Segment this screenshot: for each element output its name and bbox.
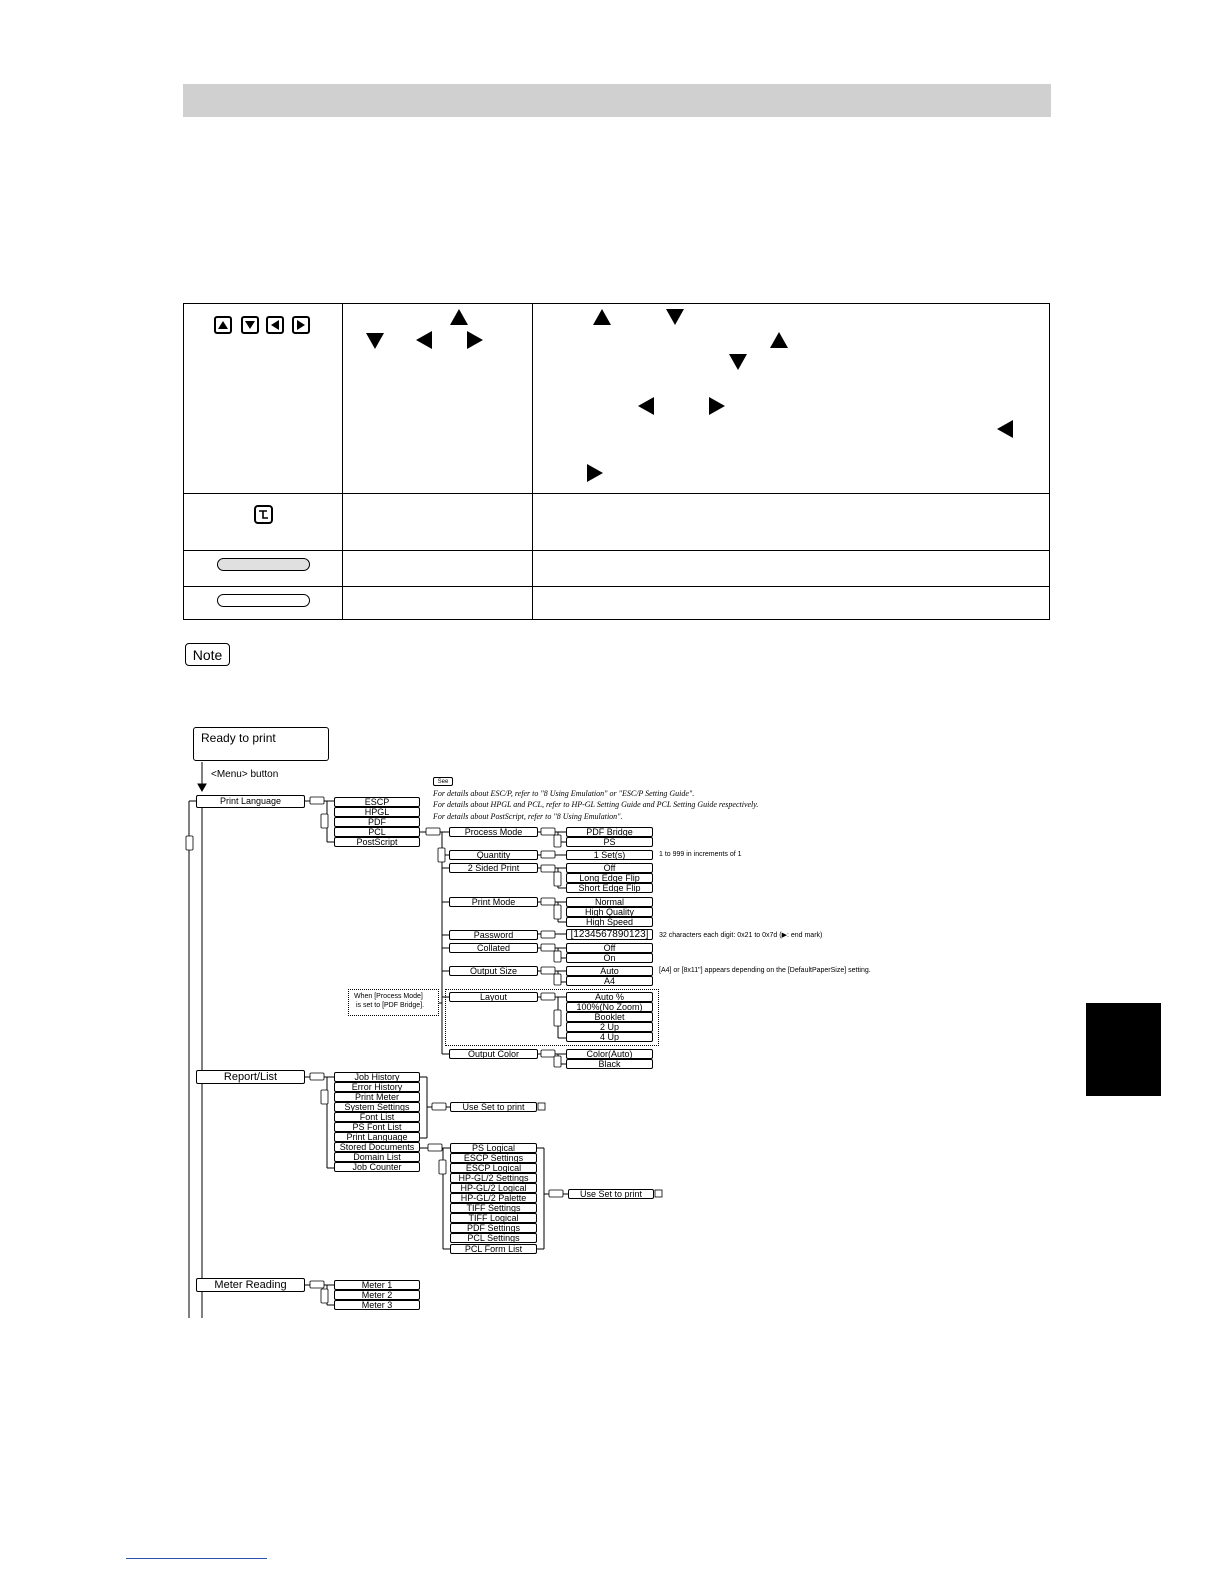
stored-doc-item: HP-GL/2 Logical xyxy=(450,1183,537,1193)
option-item: PS xyxy=(566,837,653,847)
reference-text: For details about HPGL and PCL, refer to HP-GL Setting Guide and PCL Setting Guide respectively. xyxy=(433,800,759,809)
quantity-note: 1 to 999 in increments of 1 xyxy=(659,851,742,858)
stored-doc-item: PS Logical xyxy=(450,1143,537,1153)
stored-doc-item: PCL Settings xyxy=(450,1233,537,1243)
report-item: PS Font List xyxy=(334,1122,420,1132)
report-item: Print Meter xyxy=(334,1092,420,1102)
stored-doc-item: PCL Form List xyxy=(450,1244,537,1254)
stored-doc-item: TIFF Logical xyxy=(450,1213,537,1223)
meter-item: Meter 3 xyxy=(334,1300,420,1310)
stored-doc-item: TIFF Settings xyxy=(450,1203,537,1213)
see-icon: See xyxy=(433,777,453,786)
option-item: Black xyxy=(566,1059,653,1069)
pdf-setting-item: Quantity xyxy=(449,850,538,860)
stored-doc-item: PDF Settings xyxy=(450,1223,537,1233)
reference-text: For details about PostScript, refer to "8 Using Emulation". xyxy=(433,812,623,821)
ready-to-print-display: Ready to print xyxy=(193,727,329,761)
report-item: Font List xyxy=(334,1112,420,1122)
report-item: Error History xyxy=(334,1082,420,1092)
option-item: Auto xyxy=(566,966,653,976)
report-item: Domain List xyxy=(334,1152,420,1162)
language-item: PCL xyxy=(334,827,420,837)
stored-doc-item: HP-GL/2 Settings xyxy=(450,1173,537,1183)
pdf-setting-item: Layout xyxy=(449,992,538,1002)
option-item: Off xyxy=(566,943,653,953)
print-language-menu: Print Language xyxy=(196,795,305,808)
meter-item: Meter 1 xyxy=(334,1280,420,1290)
pdf-setting-item: Collated xyxy=(449,943,538,953)
option-item: High Speed xyxy=(566,917,653,927)
password-note: 32 characters each digit: 0x21 to 0x7d (▶: end mark) xyxy=(659,932,823,939)
option-item: 4 Up xyxy=(566,1032,653,1042)
menu-button-label: <Menu> button xyxy=(211,769,279,780)
option-item: Short Edge Flip xyxy=(566,883,653,893)
meter-item: Meter 2 xyxy=(334,1290,420,1300)
option-item: 1 Set(s) xyxy=(566,850,653,860)
layout-condition-note: When [Process Mode] xyxy=(354,993,423,1000)
option-item: On xyxy=(566,953,653,963)
report-item: Job History xyxy=(334,1072,420,1082)
option-item: Long Edge Flip xyxy=(566,873,653,883)
option-item: PDF Bridge xyxy=(566,827,653,837)
report-item: System Settings xyxy=(334,1102,420,1112)
report-item: Stored Documents xyxy=(334,1142,420,1152)
language-item: HPGL xyxy=(334,807,420,817)
pdf-setting-item: Process Mode xyxy=(449,827,538,837)
stored-doc-item: ESCP Logical xyxy=(450,1163,537,1173)
note-label: Note xyxy=(185,643,230,666)
use-set-to-print: Use Set to print xyxy=(450,1102,537,1112)
language-item: ESCP xyxy=(334,797,420,807)
option-item: A4 xyxy=(566,976,653,986)
stored-doc-item: ESCP Settings xyxy=(450,1153,537,1163)
option-item: High Quality xyxy=(566,907,653,917)
option-item: Off xyxy=(566,863,653,873)
layout-condition-note: is set to [PDF Bridge]. xyxy=(356,1002,425,1009)
option-item: Auto % xyxy=(566,992,653,1002)
report-item: Job Counter xyxy=(334,1162,420,1172)
pdf-setting-item: 2 Sided Print xyxy=(449,863,538,873)
use-set-to-print: Use Set to print xyxy=(568,1189,654,1199)
pdf-setting-item: Output Size xyxy=(449,966,538,976)
option-item: Normal xyxy=(566,897,653,907)
report-item: Print Language xyxy=(334,1132,420,1142)
output-size-note: [A4] or [8x11"] appears depending on the [DefaultPaperSize] setting. xyxy=(659,967,871,974)
option-item: 100%(No Zoom) xyxy=(566,1002,653,1012)
meter-reading-menu: Meter Reading xyxy=(196,1278,305,1292)
reference-text: For details about ESC/P, refer to "8 Using Emulation" or "ESC/P Setting Guide". xyxy=(433,789,695,798)
option-item: Booklet xyxy=(566,1012,653,1022)
option-item: 2 Up xyxy=(566,1022,653,1032)
language-item: PDF xyxy=(334,817,420,827)
pdf-setting-item: Password xyxy=(449,930,538,940)
pdf-setting-item: Output Color xyxy=(449,1049,538,1059)
report-list-menu: Report/List xyxy=(196,1070,305,1084)
language-item: PostScript xyxy=(334,837,420,847)
option-item: Color(Auto) xyxy=(566,1049,653,1059)
option-item: [1234567890123] xyxy=(566,929,653,940)
stored-doc-item: HP-GL/2 Palette xyxy=(450,1193,537,1203)
pdf-setting-item: Print Mode xyxy=(449,897,538,907)
